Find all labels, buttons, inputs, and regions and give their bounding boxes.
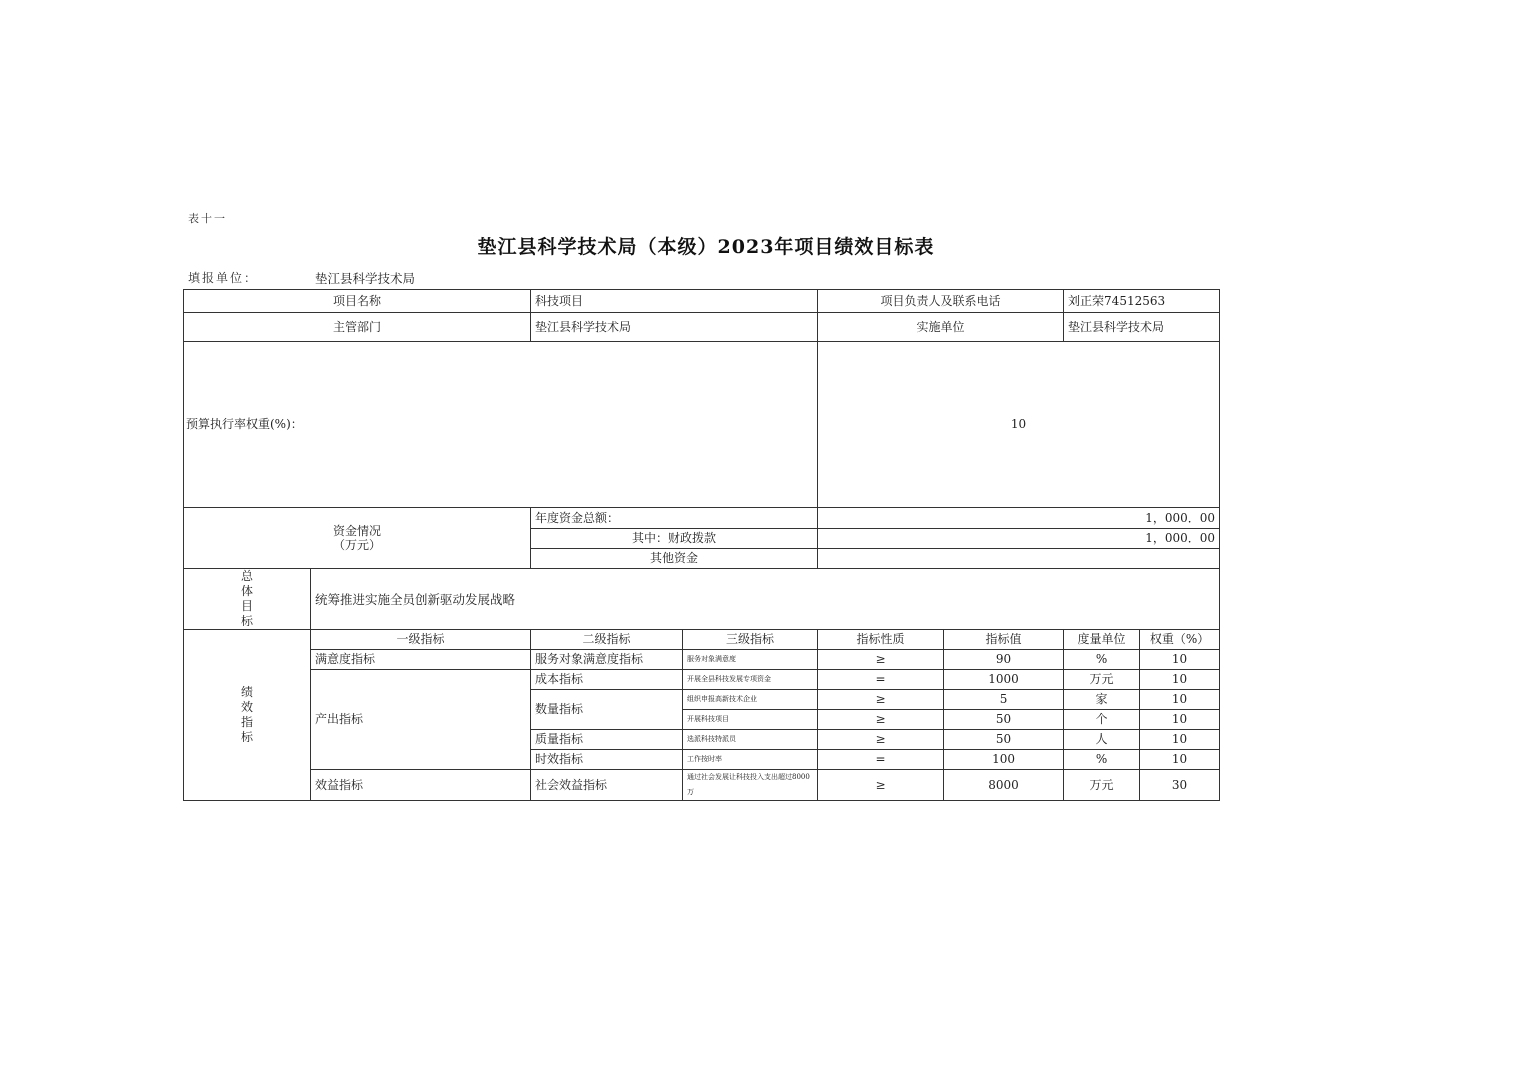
value-cell: 100 bbox=[944, 750, 1064, 770]
unit-cell: % bbox=[1064, 750, 1140, 770]
nature-cell: ≥ bbox=[818, 730, 944, 750]
level2-social: 社会效益指标 bbox=[531, 770, 683, 801]
unit-cell: 家 bbox=[1064, 690, 1140, 710]
table-number-note: 表十一 bbox=[188, 212, 227, 225]
header-value: 指标值 bbox=[944, 630, 1064, 650]
header-unit: 度量单位 bbox=[1064, 630, 1140, 650]
budget-weight-value: 10 bbox=[818, 342, 1220, 508]
funds-total-value: 1，000．00 bbox=[818, 508, 1220, 529]
header-level2: 二级指标 bbox=[531, 630, 683, 650]
value-cell: 50 bbox=[944, 730, 1064, 750]
overall-goal-label bbox=[184, 569, 311, 630]
nature-cell: ≥ bbox=[818, 650, 944, 670]
table-row bbox=[184, 650, 1220, 670]
nature-cell: ≥ bbox=[818, 710, 944, 730]
value-cell: 8000 bbox=[944, 770, 1064, 801]
level2-quantity: 数量指标 bbox=[531, 690, 683, 730]
unit-cell: % bbox=[1064, 650, 1140, 670]
performance-indicators-label bbox=[184, 630, 311, 801]
funds-total-label: 年度资金总额： bbox=[531, 508, 818, 529]
reporting-unit-label: 填报单位： bbox=[188, 271, 259, 285]
budget-weight-label: 预算执行率权重(%)： bbox=[184, 342, 818, 508]
unit-cell: 人 bbox=[1064, 730, 1140, 750]
value-cell: 1000 bbox=[944, 670, 1064, 690]
weight-cell: 10 bbox=[1140, 730, 1220, 750]
dept-label: 主管部门 bbox=[184, 313, 531, 342]
nature-cell: = bbox=[818, 750, 944, 770]
table-row bbox=[184, 770, 1220, 801]
project-name-value: 科技项目 bbox=[531, 290, 818, 313]
weight-cell: 30 bbox=[1140, 770, 1220, 801]
nature-cell: ≥ bbox=[818, 690, 944, 710]
level2-quality: 质量指标 bbox=[531, 730, 683, 750]
weight-cell: 10 bbox=[1140, 670, 1220, 690]
impl-unit-label: 实施单位 bbox=[818, 313, 1064, 342]
unit-cell: 个 bbox=[1064, 710, 1140, 730]
performance-indicators-label-text: 绩效指标 bbox=[240, 685, 253, 744]
header-level1: 一级指标 bbox=[311, 630, 531, 650]
level1-output: 产出指标 bbox=[311, 670, 531, 770]
impl-unit-value: 垫江县科学技术局 bbox=[1064, 313, 1220, 342]
value-cell: 50 bbox=[944, 710, 1064, 730]
table-row bbox=[184, 670, 1220, 690]
funds-other-value bbox=[818, 549, 1220, 569]
weight-cell: 10 bbox=[1140, 650, 1220, 670]
header-level3: 三级指标 bbox=[683, 630, 818, 650]
level2-cost: 成本指标 bbox=[531, 670, 683, 690]
contact-value: 刘正荣74512563 bbox=[1064, 290, 1220, 313]
project-name-label: 项目名称 bbox=[184, 290, 531, 313]
value-cell: 90 bbox=[944, 650, 1064, 670]
performance-target-table bbox=[183, 289, 1220, 801]
nature-cell: ≥ bbox=[818, 770, 944, 801]
level3-cell: 通过社会发展让科技投入支出超过8000万 bbox=[683, 770, 818, 801]
reporting-unit-value: 垫江县科学技术局 bbox=[315, 271, 416, 286]
value-cell: 5 bbox=[944, 690, 1064, 710]
page-title: 垫江县科学技术局（本级）2023年项目绩效目标表 bbox=[477, 236, 935, 258]
weight-cell: 10 bbox=[1140, 750, 1220, 770]
level3-cell: 开展全县科技发展专项资金 bbox=[683, 670, 818, 690]
header-weight: 权重（%） bbox=[1140, 630, 1220, 650]
funds-label bbox=[184, 508, 531, 569]
overall-goal-text: 统筹推进实施全员创新驱动发展战略 bbox=[311, 569, 1220, 630]
level1-satisfaction: 满意度指标 bbox=[311, 650, 531, 670]
funds-other-label: 其他资金 bbox=[531, 549, 818, 569]
weight-cell: 10 bbox=[1140, 690, 1220, 710]
level3-cell: 工作按时率 bbox=[683, 750, 818, 770]
level2-timeliness: 时效指标 bbox=[531, 750, 683, 770]
level2-service: 服务对象满意度指标 bbox=[531, 650, 683, 670]
funds-fiscal-value: 1，000．00 bbox=[818, 529, 1220, 549]
level1-benefit: 效益指标 bbox=[311, 770, 531, 801]
unit-cell: 万元 bbox=[1064, 770, 1140, 801]
weight-cell: 10 bbox=[1140, 710, 1220, 730]
unit-cell: 万元 bbox=[1064, 670, 1140, 690]
contact-label: 项目负责人及联系电话 bbox=[818, 290, 1064, 313]
header-nature: 指标性质 bbox=[818, 630, 944, 650]
funds-label-text: 资金情况（万元） bbox=[332, 523, 381, 552]
funds-fiscal-label: 其中：财政拨款 bbox=[531, 529, 818, 549]
level3-cell: 服务对象满意度 bbox=[683, 650, 818, 670]
level3-cell: 选派科技特派员 bbox=[683, 730, 818, 750]
overall-goal-label-text: 总体目标 bbox=[240, 569, 253, 628]
level3-cell: 开展科技项目 bbox=[683, 710, 818, 730]
nature-cell: = bbox=[818, 670, 944, 690]
dept-value: 垫江县科学技术局 bbox=[531, 313, 818, 342]
level3-cell: 组织申报高新技术企业 bbox=[683, 690, 818, 710]
